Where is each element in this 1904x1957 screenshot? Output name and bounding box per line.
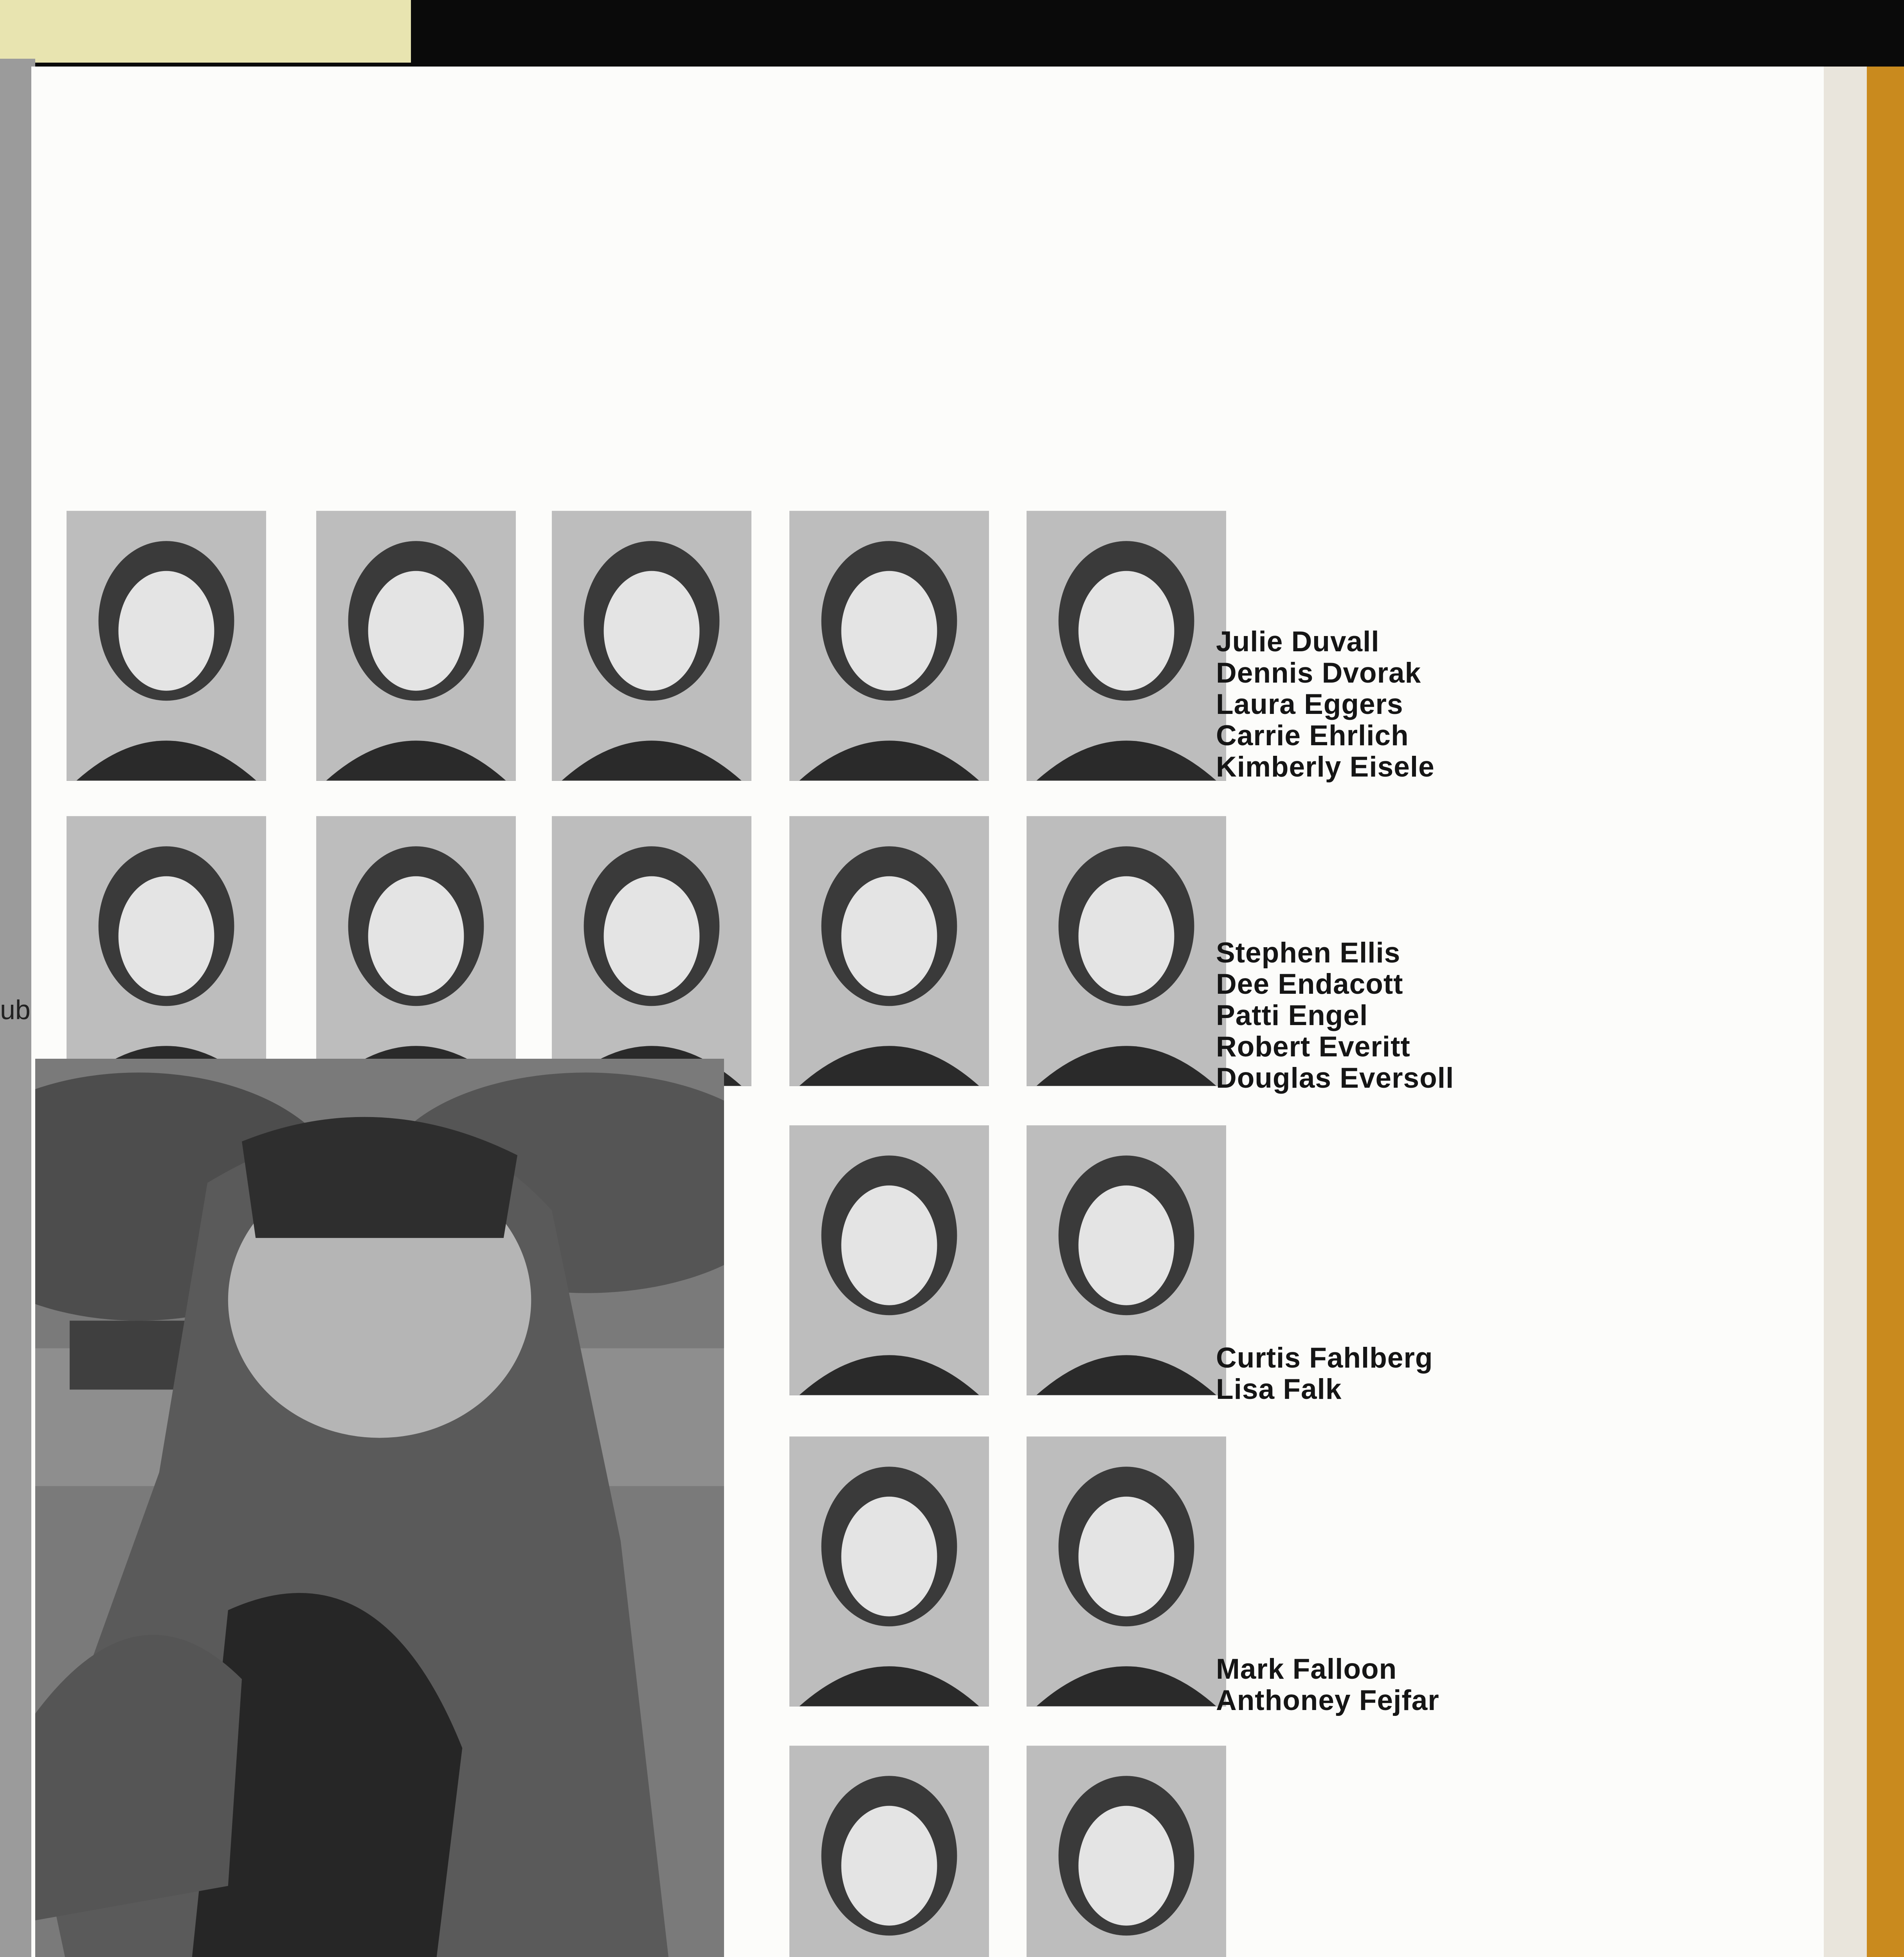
tape-strip: [0, 0, 411, 63]
student-name: Stephen Ellis: [1216, 937, 1401, 969]
previous-page-edge: [0, 59, 35, 1957]
portrait-photo: [552, 511, 751, 781]
student-name: Carrie Ehrlich: [1216, 720, 1409, 751]
portrait-photo: [316, 511, 516, 781]
portrait-names-row-1: [1216, 626, 1435, 783]
student-name: Dee Endacott: [1216, 968, 1403, 1000]
portrait-names-row-3: [1216, 1343, 1433, 1405]
portrait-photo: [789, 511, 989, 781]
portrait-photo: [552, 816, 751, 1086]
student-name: Laura Eggers: [1216, 688, 1403, 720]
portrait-photo: [67, 816, 266, 1086]
student-name: Patti Engel: [1216, 1000, 1368, 1031]
portrait-photo: [1027, 511, 1226, 781]
portrait-photo: [1027, 1125, 1226, 1395]
student-name: Mark Falloon: [1216, 1653, 1397, 1685]
student-name: Robert Everitt: [1216, 1031, 1410, 1063]
student-name: Curtis Fahlberg: [1216, 1342, 1433, 1374]
portrait-photo: [316, 816, 516, 1086]
previous-page-fragment: ub: [0, 995, 31, 1025]
portrait-names-row-4: [1216, 1654, 1439, 1716]
candid-photo: [35, 1059, 724, 1957]
portrait-photo: [789, 1125, 989, 1395]
portrait-photo: [1027, 816, 1226, 1086]
student-name: Dennis Dvorak: [1216, 657, 1421, 689]
portrait-photo: [789, 1436, 989, 1707]
student-name: Douglas Eversoll: [1216, 1062, 1454, 1094]
portrait-photo: [789, 816, 989, 1086]
student-name: Kimberly Eisele: [1216, 751, 1435, 783]
page-stack-edge: [1824, 67, 1867, 1957]
portrait-photo: [1027, 1746, 1226, 1957]
student-name: Julie Duvall: [1216, 626, 1380, 658]
student-name: Lisa Falk: [1216, 1373, 1342, 1405]
portrait-names-row-2: [1216, 937, 1454, 1094]
portrait-photo: [1027, 1436, 1226, 1707]
portrait-photo: [67, 511, 266, 781]
student-name: Anthoney Fejfar: [1216, 1685, 1439, 1716]
portrait-photo: [789, 1746, 989, 1957]
